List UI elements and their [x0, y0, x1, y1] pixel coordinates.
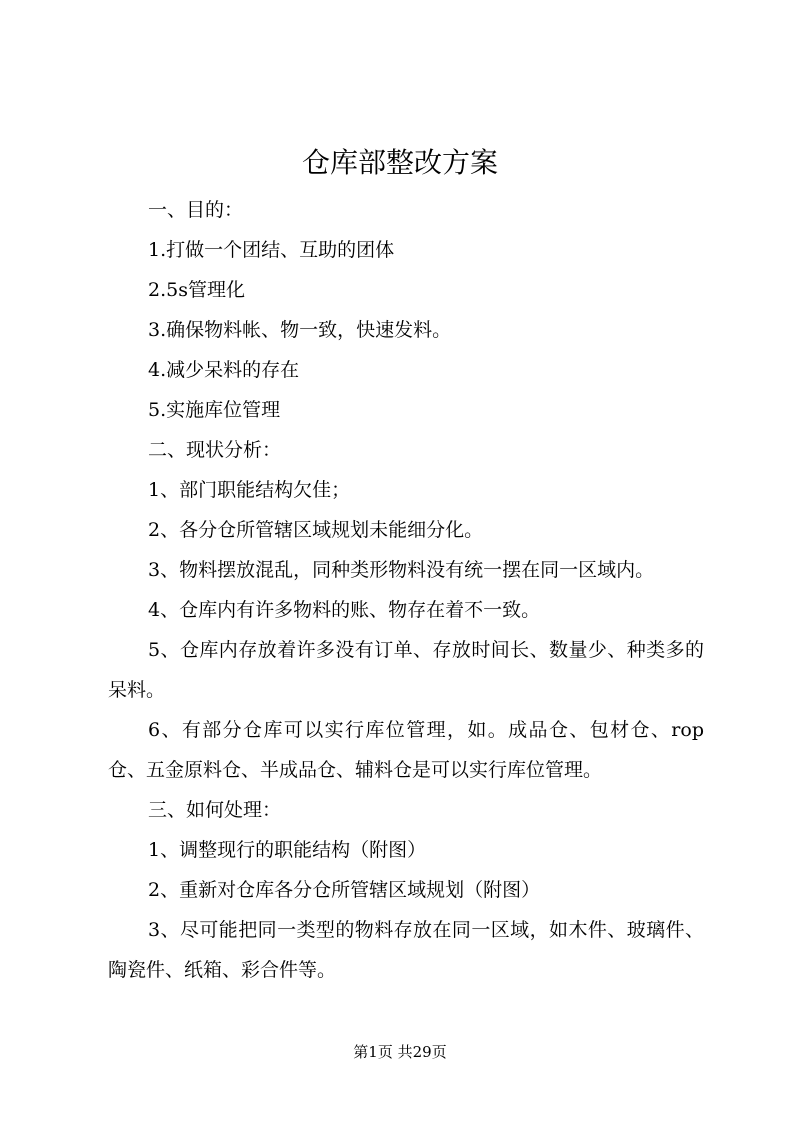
- list-item: 4、仓库内有许多物料的账、物存在着不一致。: [148, 599, 541, 621]
- list-item: 1、调整现行的职能结构（附图）: [148, 839, 427, 861]
- list-item: 2.5s管理化: [148, 279, 245, 301]
- list-item: 3、物料摆放混乱，同种类形物料没有统一摆在同一区域内。: [148, 559, 655, 581]
- list-item: 2、各分仓所管辖区域规划未能细分化。: [148, 519, 484, 541]
- list-item: 2、重新对仓库各分仓所管辖区域规划（附图）: [148, 879, 541, 901]
- document-body: [108, 190, 704, 990]
- list-item: 5、仓库内存放着许多没有订单、存放时间长、数量少、种类多的呆料。: [108, 639, 704, 701]
- list-item: 5.实施库位管理: [148, 399, 281, 421]
- list-item: 4.减少呆料的存在: [148, 359, 300, 381]
- section-heading-analysis: 二、现状分析：: [148, 439, 282, 461]
- section-heading-purpose: 一、目的：: [148, 199, 244, 221]
- list-item: 1、部门职能结构欠佳；: [148, 479, 351, 501]
- section-heading-handling: 三、如何处理：: [148, 799, 282, 821]
- list-item: 3、尽可能把同一类型的物料存放在同一区域，如木件、玻璃件、陶瓷件、纸箱、彩合件等。: [108, 919, 704, 981]
- list-item: 6、有部分仓库可以实行库位管理，如。成品仓、包材仓、rop仓、五金原料仓、半成品仓、辅料仓是可以实行库位管理。: [108, 719, 704, 781]
- document-title: 仓库部整改方案: [301, 146, 498, 179]
- list-item: 1.打做一个团结、互助的团体: [148, 239, 395, 261]
- list-item: 3.确保物料帐、物一致，快速发料。: [148, 319, 452, 341]
- page-number-footer: 第1页 共29页: [353, 1043, 447, 1061]
